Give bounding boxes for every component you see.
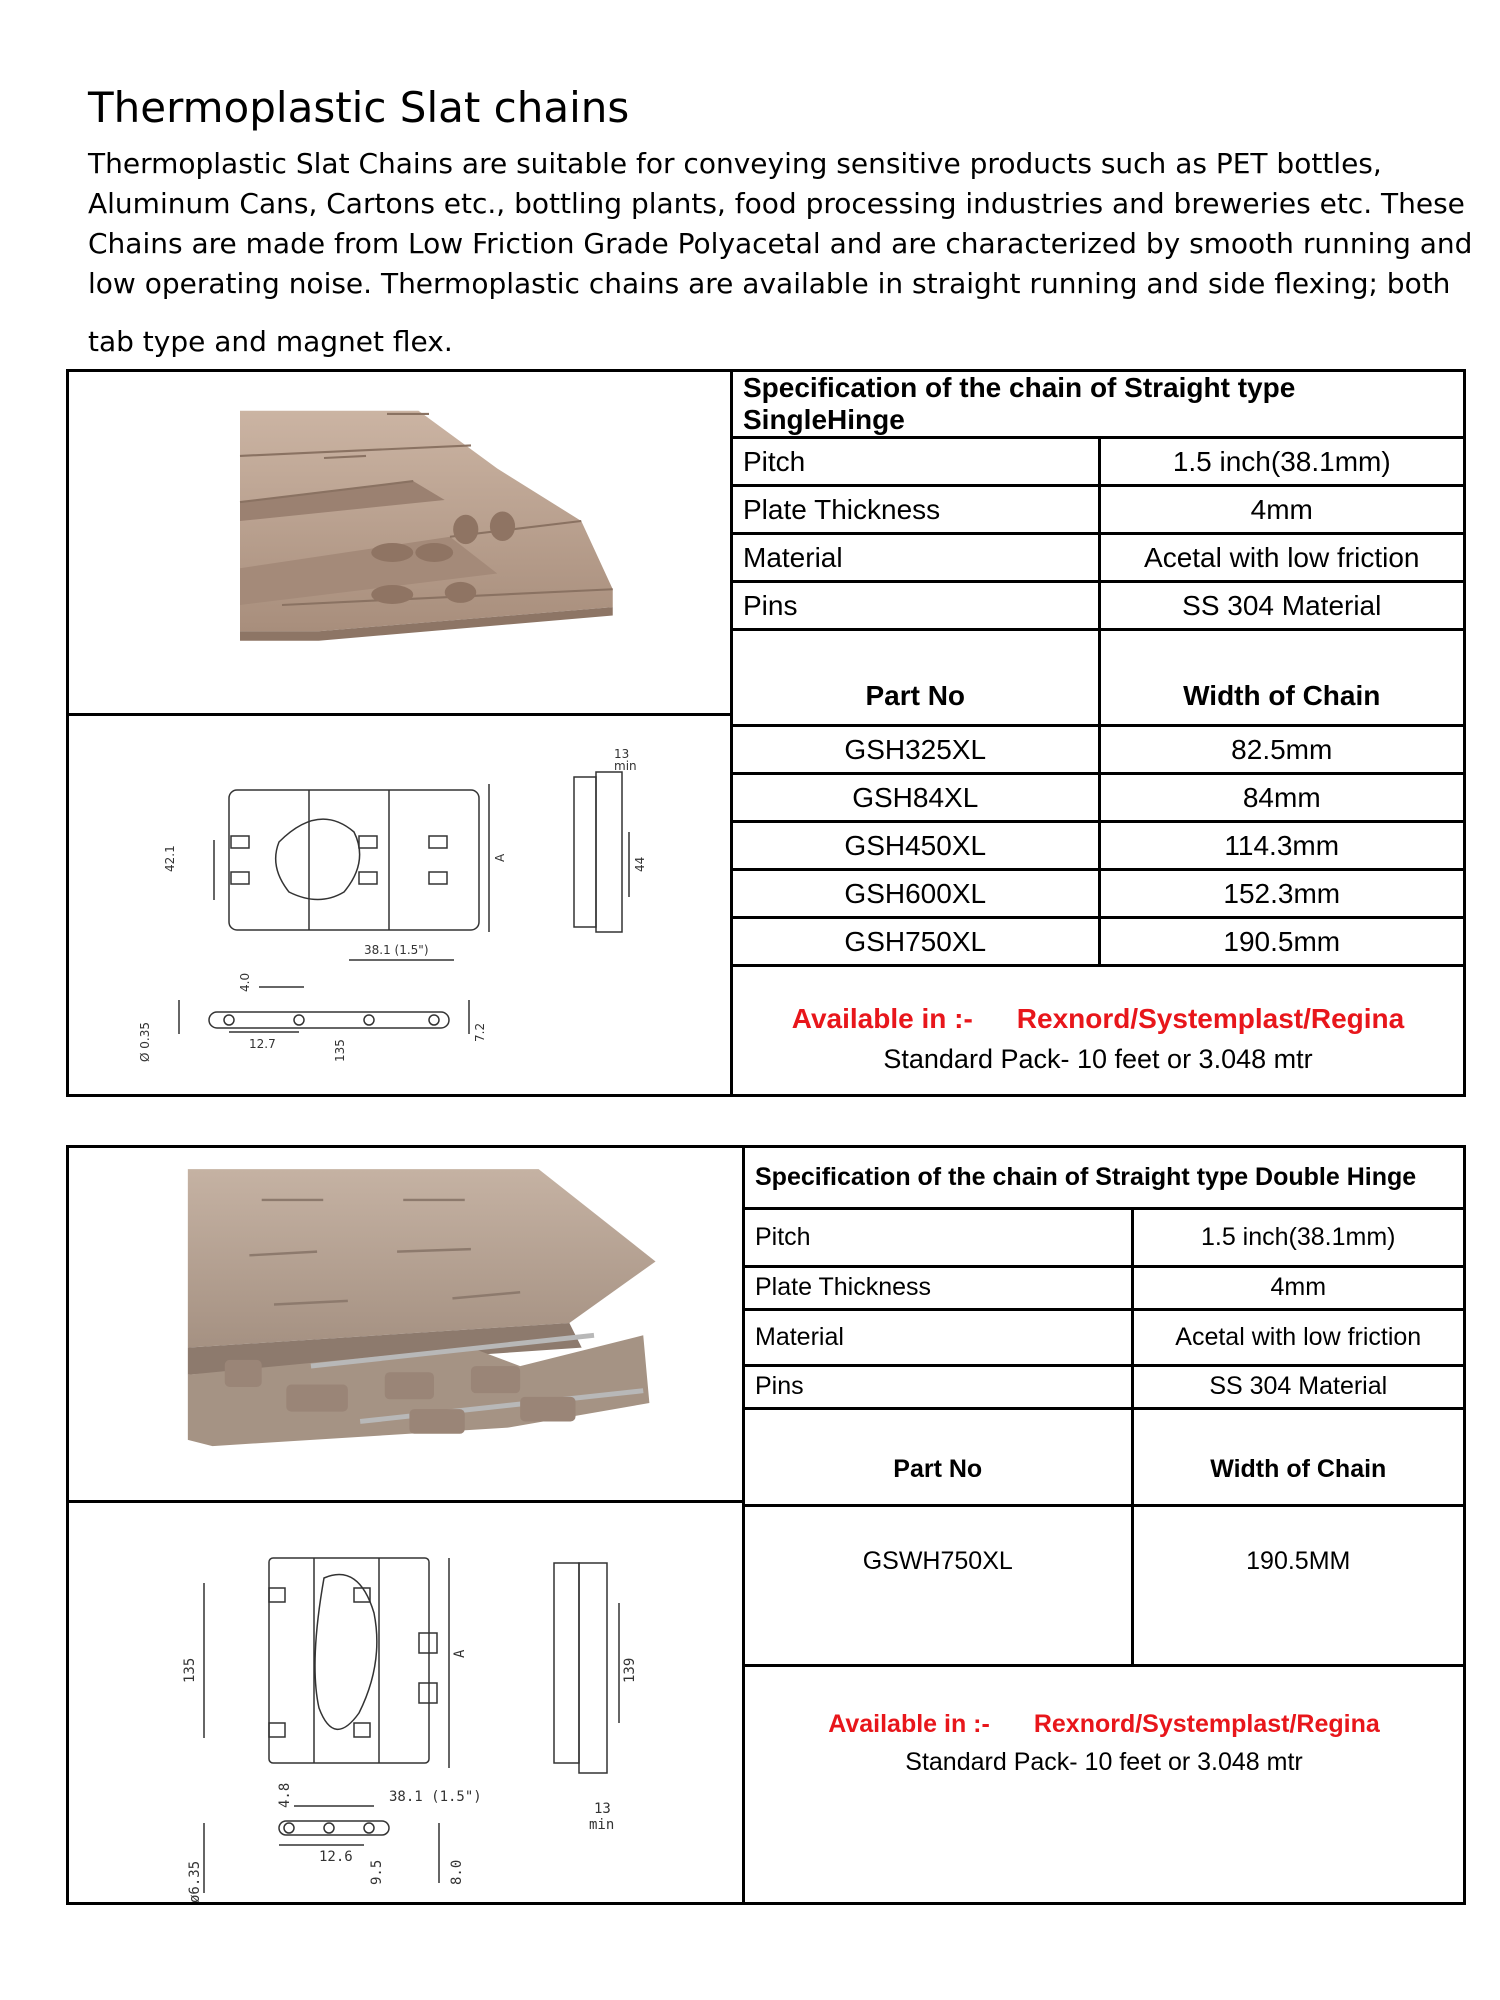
- available-label: Available in :-: [791, 1003, 973, 1035]
- material-value: Acetal with low friction: [1099, 534, 1463, 582]
- thickness-value: 4mm: [1132, 1266, 1463, 1309]
- part-no: GSH600XL: [733, 870, 1099, 918]
- chain-width: 190.5MM: [1132, 1505, 1463, 1665]
- single-hinge-chain-photo: [219, 402, 639, 682]
- dim-label: 135: [182, 1657, 198, 1683]
- thickness-label: Plate Thickness: [745, 1266, 1132, 1309]
- chain-width: 190.5mm: [1099, 918, 1463, 966]
- dim-label: 135: [333, 1039, 347, 1062]
- pitch-value: 1.5 inch(38.1mm): [1099, 438, 1463, 486]
- width-header: Width of Chain: [1099, 630, 1463, 726]
- table-row: [733, 774, 1463, 822]
- intro-line: low operating noise. Thermoplastic chains are available in straight running and side flexing; both: [88, 267, 1451, 300]
- dim-label: 13: [594, 1801, 611, 1817]
- material-label: Material: [745, 1309, 1132, 1365]
- brands: Rexnord/Systemplast/Regina: [1016, 1003, 1405, 1035]
- dim-label: 38.1 (1.5"): [364, 943, 429, 957]
- intro-line: Thermoplastic Slat Chains are suitable for conveying sensitive products such as PET bottles,: [88, 147, 1382, 180]
- availability-cell: [745, 1665, 1463, 1902]
- dim-label: min: [614, 759, 637, 773]
- dim-label: 12.7: [249, 1037, 276, 1051]
- pitch-value: 1.5 inch(38.1mm): [1132, 1208, 1463, 1266]
- pins-label: Pins: [745, 1365, 1132, 1408]
- table-row: [733, 726, 1463, 774]
- part-no: GSH84XL: [733, 774, 1099, 822]
- single-hinge-block: [66, 369, 1466, 1097]
- dim-label: 139: [622, 1657, 638, 1683]
- part-no-header: Part No: [745, 1408, 1132, 1505]
- dim-label: A: [493, 853, 507, 862]
- chain-width: 152.3mm: [1099, 870, 1463, 918]
- single-hinge-spec-table: [733, 372, 1463, 1112]
- table-row: [733, 918, 1463, 966]
- dim-label: 44: [633, 856, 647, 872]
- single-hinge-images: [69, 372, 733, 1094]
- part-no-header: Part No: [733, 630, 1099, 726]
- table-row: [733, 822, 1463, 870]
- dim-label: 42.1: [163, 845, 177, 872]
- material-label: Material: [733, 534, 1099, 582]
- dim-label: 4.0: [238, 972, 252, 992]
- dim-label: 4.8: [277, 1782, 293, 1808]
- width-header: Width of Chain: [1132, 1408, 1463, 1505]
- dim-label: Ø 0.35: [138, 1022, 152, 1062]
- table-row: [745, 1505, 1463, 1665]
- dim-label: min: [589, 1817, 615, 1833]
- available-label: Available in :-: [828, 1709, 990, 1738]
- chain-width: 84mm: [1099, 774, 1463, 822]
- dim-label: ø6.35: [187, 1860, 203, 1903]
- double-hinge-spec-table: [745, 1148, 1463, 1902]
- single-hinge-technical-drawing: [109, 732, 689, 1112]
- double-hinge-technical-drawing: [109, 1523, 689, 1903]
- dim-label: 13: [614, 747, 630, 761]
- availability-cell: [733, 966, 1463, 1112]
- part-no: GSWH750XL: [745, 1505, 1132, 1665]
- pins-value: SS 304 Material: [1132, 1365, 1463, 1408]
- double-hinge-chain-photo: [184, 1163, 684, 1483]
- pitch-label: Pitch: [733, 438, 1099, 486]
- standard-pack: Standard Pack- 10 feet or 3.048 mtr: [883, 1044, 1313, 1075]
- intro-line: Chains are made from Low Friction Grade Polyacetal and are characterized by smooth running and: [88, 227, 1473, 260]
- chain-width: 82.5mm: [1099, 726, 1463, 774]
- dim-label: 9.5: [369, 1859, 385, 1885]
- standard-pack: Standard Pack- 10 feet or 3.048 mtr: [905, 1747, 1303, 1776]
- thickness-label: Plate Thickness: [733, 486, 1099, 534]
- brands: Rexnord/Systemplast/Regina: [1033, 1709, 1380, 1738]
- part-no: GSH450XL: [733, 822, 1099, 870]
- spec-title: Specification of the chain of Straight type Double Hinge: [745, 1148, 1463, 1208]
- intro-line: tab type and magnet flex.: [88, 325, 453, 358]
- pins-value: SS 304 Material: [1099, 582, 1463, 630]
- double-hinge-images: [69, 1148, 745, 1902]
- dim-label: 38.1 (1.5"): [389, 1789, 482, 1805]
- dim-label: 7.2: [473, 1022, 487, 1042]
- spec-title: Specification of the chain of Straight type SingleHinge: [733, 372, 1463, 438]
- image-separator: [69, 713, 730, 716]
- part-no: GSH325XL: [733, 726, 1099, 774]
- intro-line: Aluminum Cans, Cartons etc., bottling plants, food processing industries and breweries etc. These: [88, 187, 1465, 220]
- page-title: Thermoplastic Slat chains: [88, 83, 630, 132]
- dim-label: 8.0: [449, 1859, 465, 1885]
- material-value: Acetal with low friction: [1132, 1309, 1463, 1365]
- pitch-label: Pitch: [745, 1208, 1132, 1266]
- part-no: GSH750XL: [733, 918, 1099, 966]
- double-hinge-block: [66, 1145, 1466, 1905]
- intro-paragraph: [88, 144, 1473, 362]
- thickness-value: 4mm: [1099, 486, 1463, 534]
- chain-width: 114.3mm: [1099, 822, 1463, 870]
- dim-label: 12.6: [319, 1849, 353, 1865]
- dim-label: A: [452, 1649, 468, 1658]
- table-row: [733, 870, 1463, 918]
- pins-label: Pins: [733, 582, 1099, 630]
- image-separator: [69, 1500, 742, 1503]
